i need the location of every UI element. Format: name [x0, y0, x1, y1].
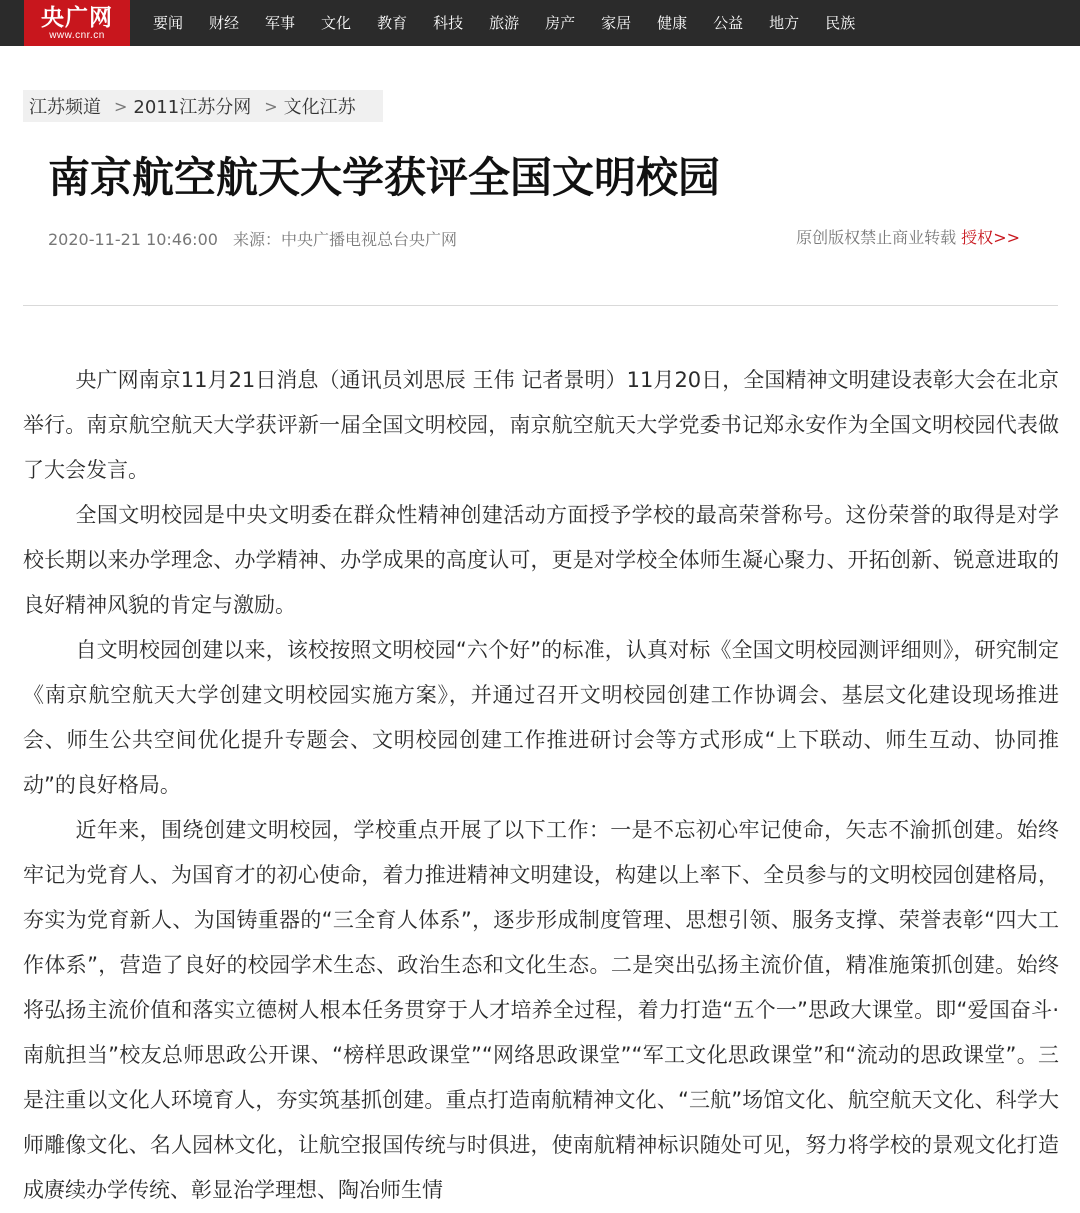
nav-item-jiankang[interactable]: 健康 — [657, 14, 688, 32]
nav-item-jiaoyu[interactable]: 教育 — [377, 14, 408, 32]
logo-main-text: 央广网 — [41, 4, 113, 31]
header-divider — [23, 305, 1058, 306]
nav-item-yaowen[interactable]: 要闻 — [153, 14, 184, 32]
nav-item-keji[interactable]: 科技 — [433, 14, 464, 32]
channel-nav — [140, 0, 868, 46]
nav-item-gongyi[interactable]: 公益 — [713, 14, 744, 32]
breadcrumb-item-culture-jiangsu[interactable]: 文化江苏 — [283, 97, 356, 118]
article-paragraph: 自文明校园创建以来，该校按照文明校园“六个好”的标准，认真对标《全国文明校园测评细则》，研究制定《南京航空航天大学创建文明校园实施方案》，并通过召开文明校园创建工作协调会、基层文化建设现场推进会、师生公共空间优化提升专题会、文明校园创建工作推进研讨会等方式形成“上下联动、师生互动、协同推动”的良好格局。 — [23, 638, 1059, 797]
breadcrumb — [23, 90, 383, 122]
copyright-text: 原创版权禁止商业转载 — [796, 228, 957, 247]
license-arrow[interactable]: >> — [993, 228, 1020, 247]
cnr-logo[interactable] — [24, 0, 130, 46]
article-source: 来源：中央广播电视总台央广网 — [233, 230, 458, 249]
nav-item-lvyou[interactable]: 旅游 — [489, 14, 520, 32]
article-body — [23, 358, 1059, 1213]
nav-item-difang[interactable]: 地方 — [769, 14, 800, 32]
nav-item-junshi[interactable]: 军事 — [265, 14, 296, 32]
nav-item-wenhua[interactable]: 文化 — [321, 14, 352, 32]
breadcrumb-separator: > — [264, 96, 278, 116]
license-link[interactable]: 授权 — [961, 228, 994, 247]
publish-datetime: 2020-11-21 10:46:00 — [48, 230, 218, 249]
article-paragraph: 近年来，围绕创建文明校园，学校重点开展了以下工作：一是不忘初心牢记使命，矢志不渝抓创建。始终牢记为党育人、为国育才的初心使命，着力推进精神文明建设，构建以上率下、全员参与的文明校园创建格局，夯实为党育新人、为国铸重器的“三全育人体系”，逐步形成制度管理、思想引领、服务支撑、荣誉表彰“四大工作体系”，营造了良好的校园学术生态、政治生态和文化生态。二是突出弘扬主流价值，精准施策抓创建。始终将弘扬主流价值和落实立德树人根本任务贯穿于人才培养全过程，着力打造“五个一”思政大课堂。即“爱国奋斗·南航担当”校友总师思政公开课、“榜样思政课堂”“网络思政课堂”“军工文化思政课堂”和“流动的思政课堂”。三是注重以文化人环境育人，夯实筑基抓创建。重点打造南航精神文化、“三航”场馆文化、航空航天文化、科学大师雕像文化、名人园林文化，让航空报国传统与时俱进，使南航精神标识随处可见，努力将学校的景观文化打造成赓续办学传统、彰显治学理想、陶冶师生情 — [23, 818, 1059, 1202]
article-title: 南京航空航天大学获评全国文明校园 — [48, 153, 721, 202]
logo-url-text: www.cnr.cn — [49, 29, 105, 41]
nav-item-minzu[interactable]: 民族 — [825, 14, 856, 32]
breadcrumb-item-jiangsu-channel[interactable]: 江苏频道 — [29, 97, 101, 118]
breadcrumb-separator: > — [114, 96, 128, 116]
nav-item-jiaju[interactable]: 家居 — [601, 14, 632, 32]
article-meta — [48, 227, 457, 250]
top-navigation-bar — [0, 0, 1080, 46]
nav-item-caijing[interactable]: 财经 — [209, 14, 240, 32]
breadcrumb-item-jiangsu-branch[interactable]: 2011江苏分网 — [133, 97, 252, 118]
article-paragraph: 全国文明校园是中央文明委在群众性精神创建活动方面授予学校的最高荣誉称号。这份荣誉的取得是对学校长期以来办学理念、办学精神、办学成果的高度认可，更是对学校全体师生凝心聚力、开拓创新、锐意进取的良好精神风貌的肯定与激励。 — [23, 503, 1059, 617]
copyright-notice — [796, 225, 1020, 248]
article-paragraph: 央广网南京11月21日消息（通讯员刘思辰 王伟 记者景明）11月20日，全国精神文明建设表彰大会在北京举行。南京航空航天大学获评新一届全国文明校园，南京航空航天大学党委书记郑永安作为全国文明校园代表做了大会发言。 — [23, 368, 1059, 482]
nav-item-fangchan[interactable]: 房产 — [545, 14, 576, 32]
